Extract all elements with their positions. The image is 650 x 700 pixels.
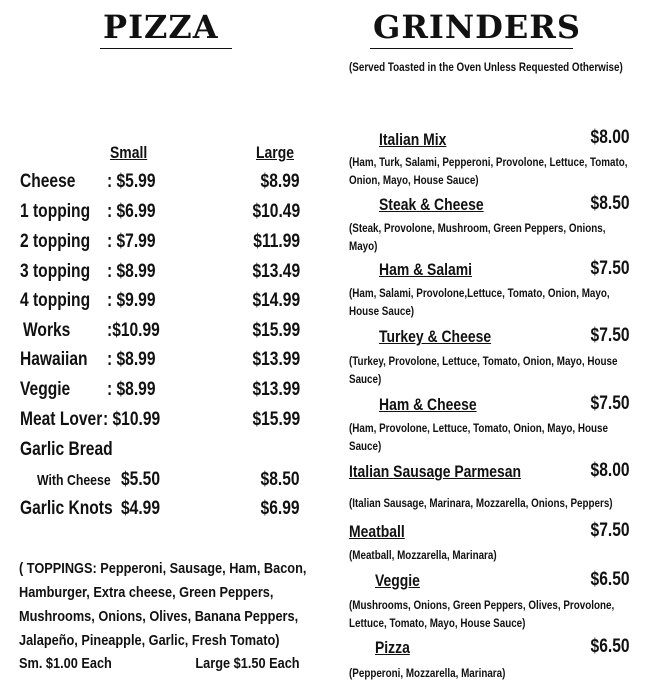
pizza-item-large-price: $13.99 (252, 349, 300, 370)
grinder-description: (Italian Sausage, Marinara, Mozzarella, Onions, Peppers) (349, 496, 613, 510)
pizza-item-large-price: $15.99 (252, 409, 300, 430)
grinder-name: Italian Sausage Parmesan (349, 462, 522, 481)
pizza-item-large-price: $8.99 (261, 171, 300, 192)
garlic-knots-small-price: $4.99 (121, 498, 160, 519)
grinder-price: $6.50 (591, 569, 630, 590)
pizza-item-small-price: : $8.99 (107, 349, 156, 370)
pizza-item-name: 1 topping (20, 201, 91, 222)
garlic-knots-label: Garlic Knots (20, 498, 113, 519)
grinder-description: (Ham, Salami, Provolone,Lettuce, Tomato, Onion, Mayo, House Sauce) (349, 286, 610, 318)
garlic-bread-label: Garlic Bread (20, 439, 113, 460)
grinder-price: $7.50 (591, 325, 630, 346)
garlic-knots-large-price: $6.99 (261, 498, 300, 519)
pizza-item-large-price: $11.99 (253, 231, 300, 252)
grinder-price: $7.50 (591, 520, 630, 541)
pizza-item-name: Cheese (20, 171, 76, 192)
grinder-description: (Turkey, Provolone, Lettuce, Tomato, Onion, Mayo, House Sauce) (349, 354, 618, 386)
pizza-item-name: Hawaiian (20, 349, 88, 370)
pizza-item-small-price: : $7.99 (107, 231, 156, 252)
grinders-title: GRINDERS (373, 8, 581, 46)
grinder-name: Italian Mix (379, 130, 447, 149)
pizza-col-small: Small (110, 143, 148, 162)
pizza-item-large-price: $10.49 (252, 201, 300, 222)
grinders-title-rule (370, 48, 573, 49)
pizza-item-small-price: : $9.99 (107, 290, 156, 311)
pizza-item-name: 3 topping (20, 261, 91, 282)
grinder-name: Ham & Cheese (379, 395, 477, 414)
pizza-item-name: 2 topping (20, 231, 91, 252)
grinder-name: Pizza (375, 638, 410, 657)
pizza-col-large: Large (256, 143, 294, 162)
with-cheese-label: With Cheese (37, 472, 111, 489)
toppings-list: ( TOPPINGS: Pepperoni, Sausage, Ham, Bacon, Hamburger, Extra cheese, Green Peppers, Mushrooms, Onions, Olives, Banana Peppers, Jalapeño, Pineapple, Garlic, Fresh Tomato) (19, 560, 307, 649)
pizza-item-large-price: $13.99 (252, 379, 300, 400)
pizza-item-large-price: $15.99 (252, 320, 300, 341)
pizza-title-rule (100, 48, 232, 49)
grinders-subtitle: (Served Toasted in the Oven Unless Requested Otherwise) (349, 60, 623, 74)
with-cheese-large-price: $8.50 (261, 469, 300, 490)
grinder-description: (Mushrooms, Onions, Green Peppers, Olives, Provolone, Lettuce, Tomato, Mayo, House Sauce) (349, 598, 615, 630)
pizza-item-small-price: : $6.99 (107, 201, 156, 222)
grinder-name: Turkey & Cheese (379, 327, 492, 346)
grinder-description: (Steak, Provolone, Mushroom, Green Peppers, Onions, Mayo) (349, 221, 606, 253)
grinder-description: (Ham, Turk, Salami, Pepperoni, Provolone, Lettuce, Tomato, Onion, Mayo, House Sauce) (349, 155, 628, 187)
grinder-description: (Pepperoni, Mozzarella, Marinara) (349, 666, 506, 680)
pizza-item-name: Works (23, 320, 71, 341)
grinder-price: $8.50 (591, 193, 630, 214)
toppings-small-price: Sm. $1.00 Each (19, 655, 112, 672)
grinder-description: (Meatball, Mozzarella, Marinara) (349, 548, 497, 562)
with-cheese-small-price: $5.50 (121, 469, 160, 490)
pizza-item-large-price: $14.99 (252, 290, 300, 311)
grinder-description: (Ham, Provolone, Lettuce, Tomato, Onion, Mayo, House Sauce) (349, 421, 608, 453)
pizza-item-small-price: : $8.99 (107, 379, 156, 400)
pizza-title: PIZZA (103, 8, 219, 46)
toppings-large-price: Large $1.50 Each (195, 655, 300, 672)
grinder-price: $7.50 (591, 393, 630, 414)
pizza-item-name: Meat Lover (20, 409, 103, 430)
grinder-name: Meatball (349, 522, 405, 541)
grinder-price: $7.50 (591, 258, 630, 279)
grinder-name: Veggie (375, 571, 420, 590)
pizza-item-small-price: : $5.99 (107, 171, 156, 192)
pizza-item-large-price: $13.49 (252, 261, 300, 282)
grinder-price: $6.50 (591, 636, 630, 657)
pizza-item-small-price: : $8.99 (107, 261, 156, 282)
pizza-item-name: 4 topping (20, 290, 91, 311)
grinder-price: $8.00 (591, 460, 630, 481)
grinder-name: Steak & Cheese (379, 195, 484, 214)
grinder-price: $8.00 (591, 127, 630, 148)
grinder-name: Ham & Salami (379, 260, 472, 279)
pizza-item-small-price: :$10.99 (107, 320, 160, 341)
pizza-item-name: Veggie (20, 379, 71, 400)
pizza-item-small-price: : $10.99 (103, 409, 161, 430)
